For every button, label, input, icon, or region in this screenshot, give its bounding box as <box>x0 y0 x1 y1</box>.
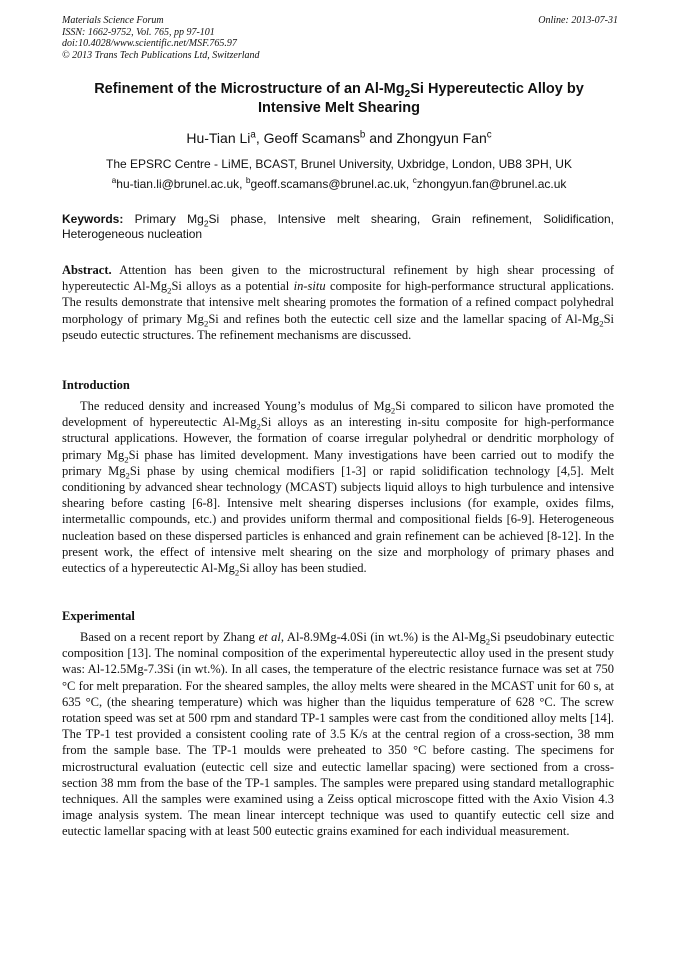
paragraph: Based on a recent report by Zhang et al, Al-8.9Mg-4.0Si (in wt.%) is the $Al-Mg_2Si$ pseudobinary eutectic composition [13]. The nominal composition of the experimental hypereutectic alloy used in the present study was: Al-12.5Mg-7.3Si (in wt.%). In all cases, the temperature of the electric resistance furnace was set at 750 °C for melt preparation. For the sheared samples, the alloy melts were sheared in the MCAST unit for 60 s, at 635 °C, (the shearing temperature) which was higher than the liquidus temperature of 628 °C. The screw rotation speed was set at 500 rpm and standard TP-1 samples were cast from the conditioned alloy melts [14]. The TP-1 test provided a consistent cooling rate of 3.5 K/s at the central region of a cross-section, 38 mm from the sample base. The TP-1 moulds were preheated to 350 °C before casting. The specimens for microstructural evaluation (eutectic cell size and eutectic lamellar spacing) were sectioned from a cross-section 38 mm from the base of the TP-1 samples. The samples were prepared using standard metallographic techniques. All the samples were examined using a Zeiss optical microscope fitted with the Axio Vision 4.3 image analysis system. The mean linear intercept technique was used to quantify eutectic cell size and eutectic lamellar spacing with at least 500 eutectic grains examined for each individual measurement. <box>62 630 614 839</box>
online-date: Online: 2013-07-31 <box>538 15 618 26</box>
author-list: Hu-Tian Li$^a$, Geoff Scamans$^b$ and Zhongyun Fan$^c$ <box>186 129 492 146</box>
journal-name: Materials Science Forum <box>62 15 164 26</box>
keywords: Keywords: Primary $Mg_2Si$ phase, Intensive melt shearing, Grain refinement, Solidification, Heterogeneous nucleation <box>62 212 615 241</box>
paper-title: Refinement of the Microstructure of an $Al-Mg_2Si$ Hypereutectic Alloy by Intensive Melt Shearing <box>94 81 584 116</box>
experimental-heading: Experimental <box>62 609 135 623</box>
email-link[interactable]: zhongyun.fan@brunel.ac.uk <box>416 177 567 191</box>
introduction-heading: Introduction <box>62 378 130 392</box>
author-name: Geoff Scamans <box>263 130 360 146</box>
paragraph: The reduced density and increased Young’s modulus of $Mg_2Si$ compared to silicon have promoted the development of hypereutectic $Al-Mg_2Si$ alloys as an interesting in-situ composite for high-performance structural applications. However, the formation of coarse irregular polyhedral or dendritic morphology of primary $Mg_2Si$ phase has limited development. Many investigations have been carried out to modify the primary $Mg_2Si$ phase by using chemical modifiers [1-3] or rapid solidification technology [4,5]. Melt conditioning by advanced shear technology (MCAST) subjects liquid alloys to high turbulence and intensive shearing before casting [6-8]. Intensive melt shearing disperses inclusions (for example, oxides films, intermetallic compounds, etc.) and provides uniform thermal and compositional fields [6-9]. Heterogeneous nucleation based on these dispersed particles is enhanced and grain refinement can be achieved [8-12]. In the present work, the effect of intensive melt shearing on the size and morphology of primary phases and eutectics of a hypereutectic $Al-Mg_2Si$ alloy has been studied. <box>62 399 615 578</box>
email-link[interactable]: geoff.scamans@brunel.ac.uk, <box>250 177 413 191</box>
issn-line: ISSN: 1662-9752, Vol. 765, pp 97-101 <box>62 26 215 38</box>
abstract: Abstract. Attention has been given to the microstructural refinement by high shear processing of hypereutectic $Al-Mg_2Si$ alloys as a potential in-situ composite for high-performance structural applications. The results demonstrate that intensive melt shearing promotes the formation of a refined compact polyhedral morphology of primary $Mg_2Si$ and refines both the eutectic cell size and the lamellar spacing of $Al-Mg_2Si$ pseudo eutectic structures. The refinement mechanisms are discussed. <box>62 263 614 342</box>
email-link[interactable]: hu-tian.li@brunel.ac.uk, <box>116 177 246 191</box>
experimental-body <box>62 629 614 840</box>
abstract-label: Abstract. <box>62 263 112 277</box>
author-emails: $^a$hu-tian.li@brunel.ac.uk, $^b$geoff.scamans@brunel.ac.uk, $^c$zhongyun.fan@brunel.ac.uk <box>111 175 567 191</box>
author-name: Zhongyun Fan <box>396 130 487 146</box>
author-name: Hu-Tian Li <box>186 130 251 146</box>
page-header <box>62 15 618 61</box>
introduction-body <box>62 398 614 576</box>
keywords-label: Keywords: <box>62 212 124 226</box>
copyright-line: © 2013 Trans Tech Publications Ltd, Switzerland <box>62 49 260 61</box>
doi-line: doi:10.4028/www.scientific.net/MSF.765.97 <box>62 38 237 49</box>
affiliation: The EPSRC Centre - LiME, BCAST, Brunel University, Uxbridge, London, UB8 3PH, UK <box>106 157 572 171</box>
